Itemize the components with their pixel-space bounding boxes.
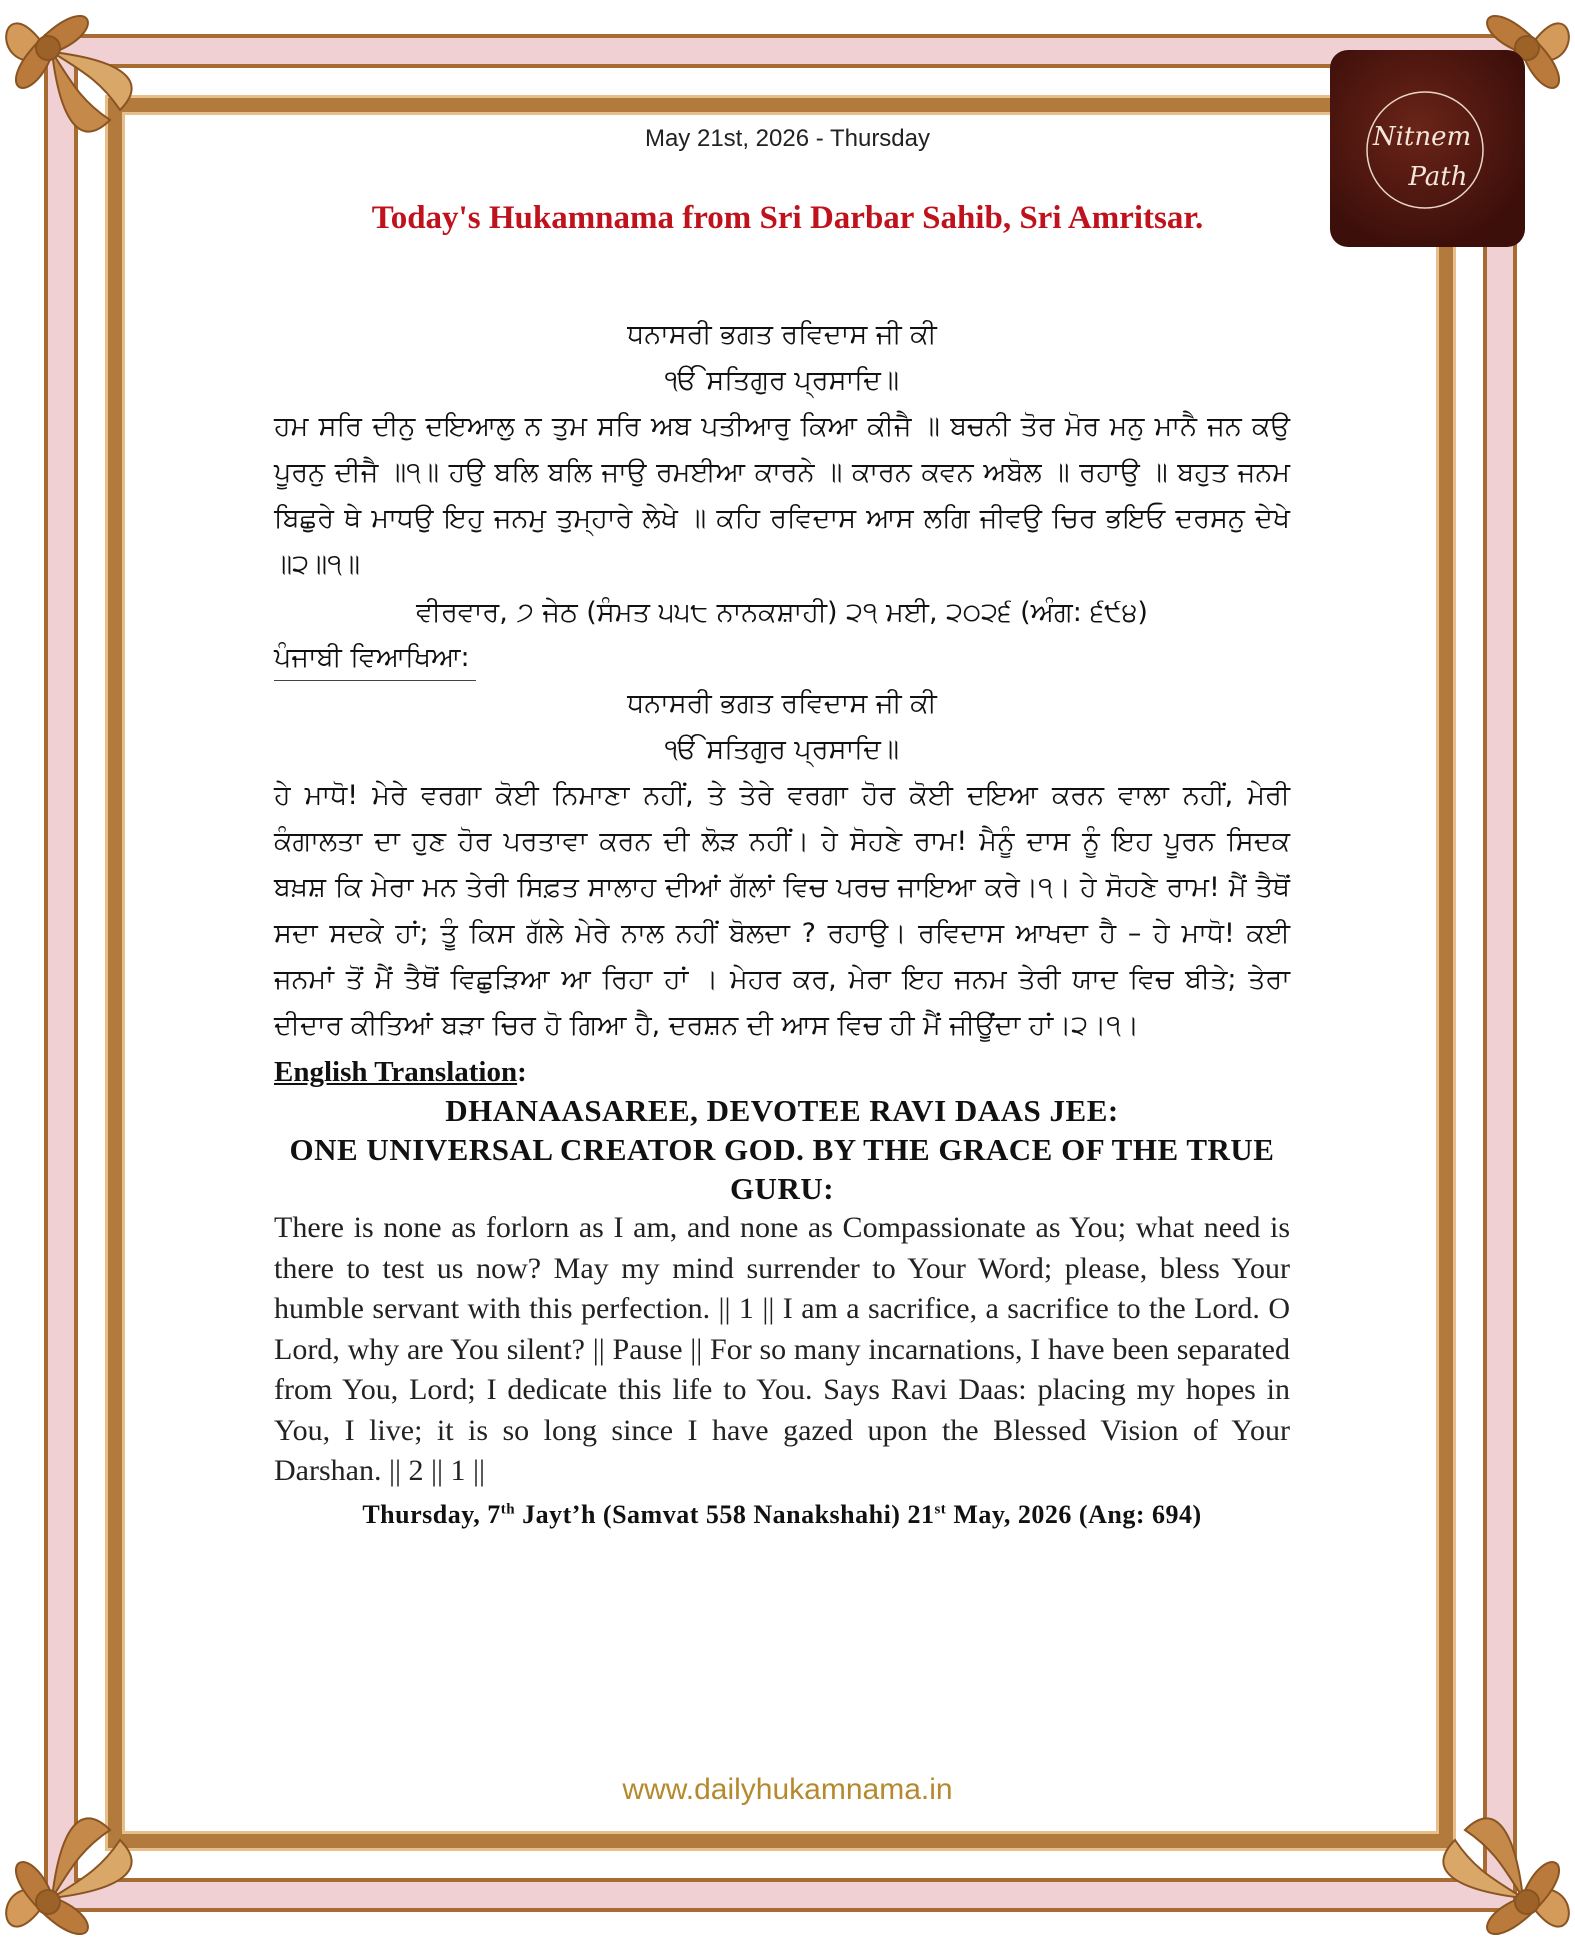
english-date-part2: Jayt’h (Samvat 558 Nanakshahi) 21	[515, 1499, 935, 1529]
gurbani-text: ਹਮ ਸਰਿ ਦੀਨੁ ਦਇਆਲੁ ਨ ਤੁਮ ਸਰਿ ਅਬ ਪਤੀਆਰੁ ਕਿਆ ਕੀਜੈ ॥ ਬਚਨੀ ਤੋਰ ਮੋਰ ਮਨੁ ਮਾਨੈ ਜਨ ਕਉ ਪੂਰਨੁ ਦੀਜੈ ॥੧॥ ਹਉ ਬਲਿ ਬਲਿ ਜਾਉ ਰਮਈਆ ਕਾਰਨੇ ॥ ਕਾਰਨ ਕਵਨ ਅਬੋਲ ॥ ਰਹਾਉ ॥ ਬਹੁਤ ਜਨਮ ਬਿਛੁਰੇ ਥੇ ਮਾਧਉ ਇਹੁ ਜਨਮੁ ਤੁਮ੍ਹਾਰੇ ਲੇਖੇ ॥ ਕਹਿ ਰਵਿਦਾਸ ਆਸ ਲਗਿ ਜੀਵਉ ਚਿਰ ਭਇਓ ਦਰਸਨੁ ਦੇਖੇ ॥੨॥੧॥	[274, 411, 1290, 580]
english-date-part3: May, 2026 (Ang: 694)	[946, 1499, 1202, 1529]
punjabi-mool-mantar: ੴ ਸਤਿਗੁਰ ਪ੍ਰਸਾਦਿ॥	[664, 734, 900, 765]
logo-text-line2: Path	[1408, 162, 1468, 192]
english-heading-line1: DHANAASAREE, DEVOTEE RAVI DAAS JEE:	[445, 1093, 1119, 1128]
english-date-sup1: th	[500, 1500, 516, 1517]
english-date-sup2: st	[934, 1500, 947, 1517]
website-link[interactable]: www.dailyhukamnama.in	[622, 1773, 953, 1806]
english-heading-line2: ONE UNIVERSAL CREATOR GOD. BY THE GRACE OF THE TRUE GURU:	[289, 1132, 1275, 1206]
gurbani-date: ਵੀਰਵਾਰ, ੭ ਜੇਠ (ਸੰਮਤ ੫੫੮ ਨਾਨਕਸ਼ਾਹੀ) ੨੧ ਮਈ, ੨੦੨੬ (ਅੰਗ: ੬੯੪)	[416, 597, 1148, 628]
english-date-part1: Thursday, 7	[362, 1499, 501, 1529]
english-translation-label	[274, 1053, 1290, 1091]
english-label-text: English Translation	[274, 1056, 518, 1088]
gurbani-title: ਧਨਾਸਰੀ ਭਗਤ ਰਵਿਦਾਸ ਜੀ ਕੀ	[627, 319, 937, 350]
logo-text-line1: Nitnem	[1372, 122, 1472, 152]
english-label-colon: :	[517, 1056, 527, 1088]
punjabi-explanation-label: ਪੰਜਾਬੀ ਵਿਆਖਿਆ:	[274, 636, 476, 681]
corner-bow-bottom-right-icon	[1365, 1740, 1575, 1950]
punjabi-explanation-text: ਹੇ ਮਾਧੋ! ਮੇਰੇ ਵਰਗਾ ਕੋਈ ਨਿਮਾਣਾ ਨਹੀਂ, ਤੇ ਤੇਰੇ ਵਰਗਾ ਹੋਰ ਕੋਈ ਦਇਆ ਕਰਨ ਵਾਲਾ ਨਹੀਂ, ਮੇਰੀ ਕੰਗਾਲਤਾ ਦਾ ਹੁਣ ਹੋਰ ਪਰਤਾਵਾ ਕਰਨ ਦੀ ਲੋੜ ਨਹੀਂ। ਹੇ ਸੋਹਣੇ ਰਾਮ! ਮੈਨੂੰ ਦਾਸ ਨੂੰ ਇਹ ਪੂਰਨ ਸਿਦਕ ਬਖ਼ਸ਼ ਕਿ ਮੇਰਾ ਮਨ ਤੇਰੀ ਸਿਫ਼ਤ ਸਾਲਾਹ ਦੀਆਂ ਗੱਲਾਂ ਵਿਚ ਪਰਚ ਜਾਇਆ ਕਰੇ।੧। ਹੇ ਸੋਹਣੇ ਰਾਮ! ਮੈਂ ਤੈਥੋਂ ਸਦਾ ਸਦਕੇ ਹਾਂ; ਤੂੰ ਕਿਸ ਗੱਲੇ ਮੇਰੇ ਨਾਲ ਨਹੀਂ ਬੋਲਦਾ ? ਰਹਾਉ। ਰਵਿਦਾਸ ਆਖਦਾ ਹੈ – ਹੇ ਮਾਧੋ! ਕਈ ਜਨਮਾਂ ਤੋਂ ਮੈਂ ਤੈਥੋਂ ਵਿਛੁੜਿਆ ਆ ਰਿਹਾ ਹਾਂ । ਮੇਹਰ ਕਰ, ਮੇਰਾ ਇਹ ਜਨਮ ਤੇਰੀ ਯਾਦ ਵਿਚ ਬੀਤੇ; ਤੇਰਾ ਦੀਦਾਰ ਕੀਤਿਆਂ ਬੜਾ ਚਿਰ ਹੋ ਗਿਆ ਹੈ, ਦਰਸ਼ਨ ਦੀ ਆਸ ਵਿਚ ਹੀ ਮੈਂ ਜੀਊਂਦਾ ਹਾਂ।੨।੧।	[274, 780, 1290, 1041]
gurbani-mool-mantar: ੴ ਸਤਿਗੁਰ ਪ੍ਰਸਾਦਿ॥	[664, 365, 900, 396]
corner-bow-top-left-icon	[0, 0, 210, 210]
date-line: May 21st, 2026 - Thursday	[644, 125, 931, 152]
corner-bow-bottom-left-icon	[0, 1740, 210, 1950]
punjabi-title: ਧਨਾਸਰੀ ਭਗਤ ਰਵਿਦਾਸ ਜੀ ਕੀ	[627, 688, 937, 719]
hukamnama-content	[274, 312, 1290, 1530]
english-translation-text: There is none as forlorn as I am, and none as Compassionate as You; what need is there to test us now? May my mind surrender to Your Word; please, bless Your humble servant with this perfection. || 1 || I am a sacrifice, a sacrifice to the Lord. O Lord, why are You silent? || Pause || For so many incarnations, I have been separated from You, Lord; I dedicate this life to You. Says Ravi Daas: placing my hopes in You, I live; it is so long since I have gazed upon the Blessed Vision of Your Darshan. || 2 || 1 ||	[274, 1211, 1290, 1487]
english-date	[274, 1500, 1290, 1530]
page-headline: Today's Hukamnama from Sri Darbar Sahib, Sri Amritsar.	[371, 200, 1204, 236]
